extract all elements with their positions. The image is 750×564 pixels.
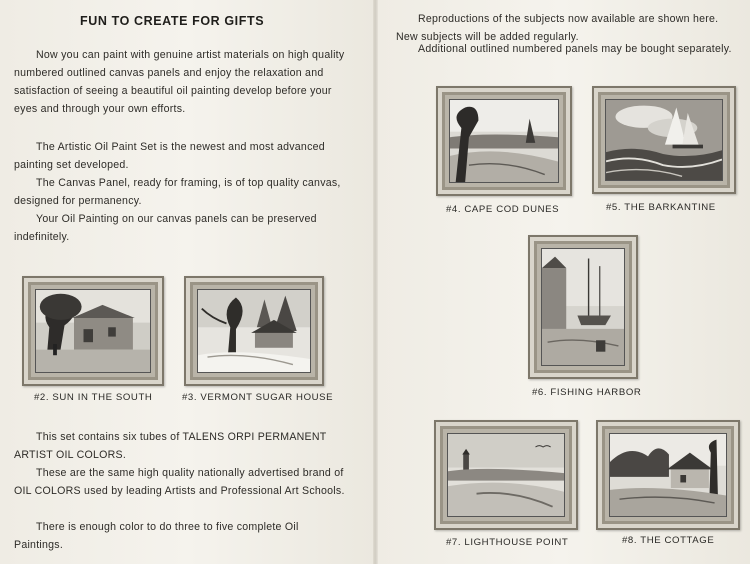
painting-image [606,100,722,180]
painting-cape-cod-dunes [436,86,572,196]
painting-image [610,434,726,516]
right-intro-paragraph-2: Additional outlined numbered panels may be bought separately. [418,43,732,55]
intro-paragraph-1: Now you can paint with genuine artist materials on high quality numbered outlined canvas panels and enjoy the relaxation and satisfaction of seeing a beautiful oil painting develop before your eyes and through your own efforts. [14,49,345,115]
painting-image [36,290,150,372]
caption-fishing-harbor: #6. FISHING HARBOR [532,387,642,398]
painting-image [198,290,310,372]
caption-cape-cod-dunes: #4. CAPE COD DUNES [446,204,560,215]
painting-image [448,434,564,516]
painting-vermont-sugar-house [184,276,324,386]
painting-the-barkantine [592,86,736,194]
painting-lighthouse-point [434,420,578,530]
painting-image [450,100,558,182]
painting-image [542,249,624,365]
painting-sun-in-the-south [22,276,164,386]
colors-paragraph-1: This set contains six tubes of TALENS ORPI PERMANENT ARTIST OIL COLORS. [14,431,327,461]
colors-paragraph-2: These are the same high quality nationally advertised brand of OIL COLORS used by leading Artists and Professional Art Schools. [14,467,345,497]
caption-sun-in-the-south: #2. SUN IN THE SOUTH [34,392,153,403]
painting-the-cottage [596,420,740,530]
page-title: FUN TO CREATE FOR GIFTS [80,14,265,28]
caption-vermont-sugar-house: #3. VERMONT SUGAR HOUSE [182,392,334,403]
painting-fishing-harbor [528,235,638,379]
intro-paragraph-4: Your Oil Painting on our canvas panels can be preserved indefinitely. [14,213,317,243]
caption-the-cottage: #8. THE COTTAGE [622,535,715,546]
colors-paragraph-3: There is enough color to do three to five complete Oil Paintings. [14,521,299,551]
caption-the-barkantine: #5. THE BARKANTINE [606,202,716,213]
caption-lighthouse-point: #7. LIGHTHOUSE POINT [446,537,569,548]
page-fold [373,0,378,564]
right-intro-paragraph-1: Reproductions of the subjects now available are shown here. New subjects will be added regularly. [396,13,719,43]
intro-paragraph-3: The Canvas Panel, ready for framing, is of top quality canvas, designed for permanency. [14,177,341,207]
intro-paragraph-2: The Artistic Oil Paint Set is the newest and most advanced painting set developed. [14,141,325,171]
